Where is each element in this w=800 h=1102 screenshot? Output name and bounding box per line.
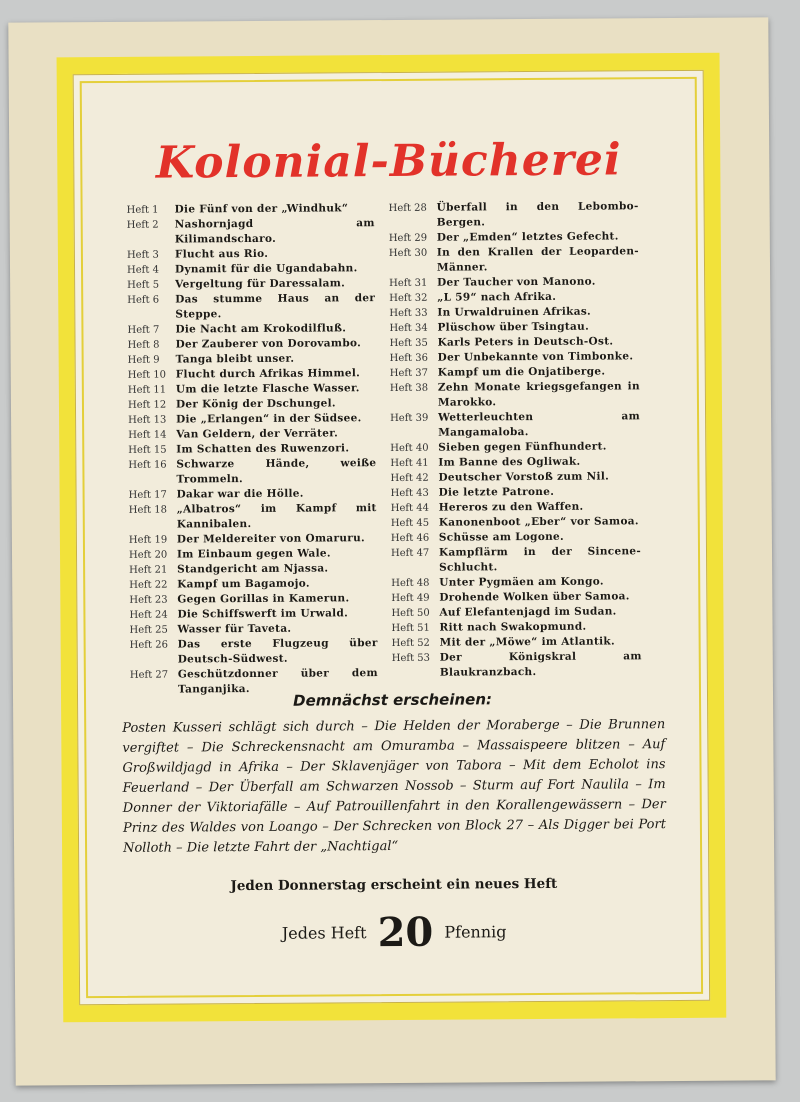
issue-entry — [128, 366, 376, 383]
issue-number: Heft 29 — [388, 232, 428, 245]
issue-number: Heft 16 — [128, 459, 167, 471]
issue-number: Heft 32 — [389, 292, 428, 305]
issue-number: Heft 11 — [127, 384, 167, 396]
issue-entry — [389, 319, 639, 336]
issue-title: Zehn Monate kriegsgefangen in Marokko. — [437, 380, 640, 409]
issue-title: Die „Erlangen“ in der Südsee. — [176, 412, 362, 426]
issue-title: Mit der „Möwe“ im Atlantik. — [439, 635, 615, 649]
issue-title: Das erste Flugzeug über Deutsch-Südwest. — [177, 637, 378, 666]
issue-number: Heft 30 — [388, 247, 428, 260]
issue-title: Dakar war die Hölle. — [176, 487, 304, 501]
issue-entry — [129, 576, 377, 593]
issue-number: Heft 5 — [127, 279, 160, 291]
issue-number: Heft 21 — [129, 564, 168, 576]
issue-number: Heft 45 — [390, 517, 430, 530]
issue-entry — [128, 411, 376, 428]
issue-number: Heft 7 — [127, 324, 160, 336]
issue-title: Drohende Wolken über Samoa. — [439, 590, 630, 604]
issue-number: Heft 44 — [390, 502, 430, 515]
issue-number: Heft 27 — [129, 669, 169, 681]
issue-number: Heft 49 — [391, 592, 430, 605]
issue-title: Kanonenboot „Eber“ vor Samoa. — [438, 515, 639, 529]
issue-title: Vergeltung für Daressalam. — [175, 277, 346, 291]
issue-entry — [127, 246, 375, 263]
issue-title: Der Zauberer von Dorovambo. — [175, 337, 362, 351]
issue-title: Im Schatten des Ruwenzori. — [176, 442, 350, 456]
issue-title: „L 59“ nach Afrika. — [437, 290, 557, 304]
issue-entry — [128, 456, 376, 488]
issue-title: Van Geldern, der Verräter. — [176, 427, 339, 441]
issue-number: Heft 18 — [128, 504, 168, 516]
issue-number: Heft 38 — [389, 382, 429, 395]
issue-title: Karls Peters in Deutsch-Ost. — [437, 335, 614, 349]
issue-entry — [129, 606, 377, 623]
issue-title: Wetterleuchten am Mangamaloba. — [438, 410, 641, 439]
issue-title: Das stumme Haus an der Steppe. — [175, 292, 376, 321]
issue-number: Heft 52 — [391, 637, 430, 650]
issue-number: Heft 53 — [391, 652, 431, 665]
issue-number: Heft 14 — [128, 429, 167, 441]
issue-entry — [389, 304, 639, 321]
issue-number: Heft 1 — [126, 204, 159, 216]
issue-title: Flucht durch Afrikas Himmel. — [175, 367, 361, 381]
issue-entry — [389, 199, 639, 231]
issue-title: Die letzte Patrone. — [438, 485, 555, 499]
issue-entry — [390, 439, 640, 456]
issue-title: Hereros zu den Waffen. — [438, 500, 584, 514]
issue-entry — [127, 321, 375, 338]
issue-title: Die Fünf von der „Windhuk“ — [174, 202, 349, 216]
issue-entry — [129, 561, 377, 578]
issue-number: Heft 2 — [126, 219, 159, 231]
issue-title: Gegen Gorillas in Kamerun. — [177, 592, 350, 606]
issue-number: Heft 43 — [390, 487, 429, 500]
issue-number: Heft 9 — [127, 354, 160, 366]
issue-title: Kampf um die Onjatiberge. — [437, 365, 606, 379]
issue-entry — [128, 441, 376, 458]
coming-soon-heading: Demnächst erscheinen: — [293, 690, 493, 710]
issue-entry — [128, 396, 376, 413]
booklet-back-cover — [8, 17, 775, 1085]
issue-title: Geschützdonner über dem Tanganjika. — [177, 667, 378, 696]
issue-number: Heft 22 — [129, 579, 168, 591]
issue-entry — [127, 291, 375, 323]
issue-number: Heft 17 — [128, 489, 167, 501]
issue-number: Heft 46 — [390, 532, 430, 545]
price-line — [88, 907, 701, 958]
issue-number: Heft 28 — [388, 202, 427, 215]
issue-number: Heft 6 — [127, 294, 160, 306]
issue-title: Die Schiffswerft im Urwald. — [177, 607, 349, 621]
issue-entry — [389, 334, 639, 351]
issue-title: Die Nacht am Krokodilfluß. — [175, 322, 347, 336]
issue-number: Heft 31 — [389, 277, 428, 290]
issue-entry — [389, 289, 639, 306]
issue-entry — [130, 636, 378, 668]
issue-entry — [391, 529, 641, 546]
issue-entry — [391, 514, 641, 531]
price-suffix: Pfennig — [444, 922, 507, 942]
issue-entry — [391, 619, 641, 636]
issue-title: Unter Pygmäen am Kongo. — [439, 575, 604, 589]
issue-number: Heft 51 — [391, 622, 430, 635]
issue-title: In Urwaldruinen Afrikas. — [437, 305, 592, 319]
issue-number: Heft 33 — [389, 307, 428, 320]
issue-title: Kampflärm in der Sincene-Schlucht. — [438, 545, 642, 574]
issue-title: In den Krallen der Leoparden-Männer. — [436, 245, 639, 274]
issue-list-right — [389, 199, 642, 681]
issue-number: Heft 41 — [390, 457, 429, 470]
issue-entry — [129, 621, 377, 638]
issue-number: Heft 37 — [389, 367, 429, 380]
issue-entry — [391, 574, 641, 591]
issue-title: Schwarze Hände, weiße Trommeln. — [176, 457, 377, 486]
issue-entry — [129, 486, 377, 503]
issue-entry — [128, 426, 376, 443]
issue-number: Heft 12 — [127, 399, 167, 411]
issue-entry — [389, 229, 639, 246]
issue-title: Flucht aus Rio. — [174, 247, 269, 261]
issue-entry — [390, 454, 640, 471]
issue-entry — [128, 351, 376, 368]
issue-entry — [129, 501, 377, 533]
issue-number: Heft 15 — [128, 444, 167, 456]
issue-entry — [389, 244, 639, 276]
issue-title: Der Meldereiter von Omaruru. — [176, 532, 366, 546]
issue-number: Heft 34 — [389, 322, 428, 335]
issue-title: „Albatros“ im Kampf mit Kannibalen. — [176, 502, 377, 531]
issue-title: Ritt nach Swakopmund. — [439, 620, 587, 634]
issue-entry — [129, 546, 377, 563]
issue-title: Der Unbekannte von Timbonke. — [437, 350, 634, 364]
issue-entry — [391, 604, 641, 621]
issue-title: Der „Emden“ letztes Gefecht. — [436, 230, 619, 244]
content-page — [80, 77, 703, 998]
issue-title: Nashornjagd am Kilimandscharo. — [174, 217, 375, 246]
issue-title: Standgericht am Njassa. — [177, 562, 329, 576]
issue-title: Auf Elefantenjagd im Sudan. — [439, 605, 617, 619]
issue-number: Heft 19 — [128, 534, 168, 546]
issue-title: Der Taucher von Manono. — [437, 275, 596, 289]
issue-entry — [390, 469, 640, 486]
issue-title: Im Einbaum gegen Wale. — [176, 547, 331, 561]
issue-entry — [390, 379, 640, 411]
issue-number: Heft 24 — [129, 609, 168, 621]
issue-title: Sieben gegen Fünfhundert. — [438, 440, 607, 454]
price-amount: 20 — [377, 908, 434, 957]
issue-title: Tanga bleibt unser. — [175, 352, 295, 366]
issue-number: Heft 35 — [389, 337, 428, 350]
issue-entry — [390, 409, 640, 441]
issue-number: Heft 10 — [127, 369, 167, 381]
issue-number: Heft 36 — [389, 352, 428, 365]
issue-number: Heft 13 — [128, 414, 167, 426]
price-prefix: Jedes Heft — [281, 923, 367, 943]
issue-number: Heft 48 — [391, 577, 430, 590]
series-title: Kolonial-Bücherei — [155, 134, 622, 189]
issue-title: Um die letzte Flasche Wasser. — [175, 382, 360, 396]
issue-entry — [127, 201, 375, 218]
issue-title: Im Banne des Ogliwak. — [438, 455, 581, 469]
issue-number: Heft 50 — [391, 607, 430, 620]
issue-number: Heft 23 — [129, 594, 168, 606]
issue-list-left — [127, 201, 378, 698]
issue-entry — [390, 364, 640, 381]
issue-title: Der König der Dschungel. — [175, 397, 336, 411]
issue-number: Heft 40 — [390, 442, 429, 455]
issue-entry — [391, 589, 641, 606]
issue-title: Schüsse am Logone. — [438, 530, 565, 544]
issue-number: Heft 47 — [390, 547, 430, 560]
issue-entry — [391, 544, 641, 576]
issue-entry — [127, 276, 375, 293]
inner-frame — [73, 70, 710, 1005]
issue-title: Deutscher Vorstoß zum Nil. — [438, 470, 610, 484]
weekly-notice: Jeden Donnerstag erscheint ein neues Heft — [230, 875, 558, 895]
issue-title: Dynamit für die Ugandabahn. — [174, 262, 358, 276]
issue-entry — [391, 499, 641, 516]
issue-title: Kampf um Bagamojo. — [177, 577, 310, 591]
issue-number: Heft 42 — [390, 472, 429, 485]
issue-number: Heft 26 — [129, 639, 168, 651]
issue-entry — [392, 634, 642, 651]
issue-number: Heft 8 — [127, 339, 160, 351]
issue-number: Heft 4 — [126, 264, 159, 276]
issue-title: Wasser für Taveta. — [177, 622, 292, 636]
issue-entry — [127, 216, 375, 248]
issue-title: Plüschow über Tsingtau. — [437, 320, 590, 334]
issue-title: Überfall in den Lebombo-Bergen. — [436, 200, 639, 229]
yellow-border-frame — [57, 53, 727, 1023]
issue-title: Der Königskral am Blaukranzbach. — [439, 650, 642, 679]
issue-entry — [127, 261, 375, 278]
issue-number: Heft 25 — [129, 624, 168, 636]
issue-entry — [392, 649, 642, 681]
issue-entry — [389, 274, 639, 291]
issue-entry — [390, 349, 640, 366]
coming-soon-list: Posten Kusseri schlägt sich durch – Die Helden der Moraberge – Die Brunnen vergiftet – Die Schreckensnacht am Omuramba – Massaispeere blitzen – Auf Großwildjagd in Afrika – Der Sklavenjäger von Tabora – Mit dem Echolot ins Feuerland – Der Überfall am Schwarzen Nossob – Sturm auf Fort Naulila – Im Donner der Viktoriafälle – Auf Patrouillenfahrt in den Korallengewässern – Der Prinz des Waldes von Loango – Der Schrecken von Block 27 – Als Digger bei Port Nolloth – Die letzte Fahrt der „Nachtigal“ — [122, 717, 666, 856]
issue-entry — [129, 591, 377, 608]
issue-number: Heft 39 — [390, 412, 429, 425]
issue-entry — [128, 336, 376, 353]
issue-number: Heft 3 — [126, 249, 159, 261]
issue-number: Heft 20 — [128, 549, 168, 561]
issue-entry — [128, 381, 376, 398]
issue-entry — [129, 531, 377, 548]
issue-entry — [391, 484, 641, 501]
